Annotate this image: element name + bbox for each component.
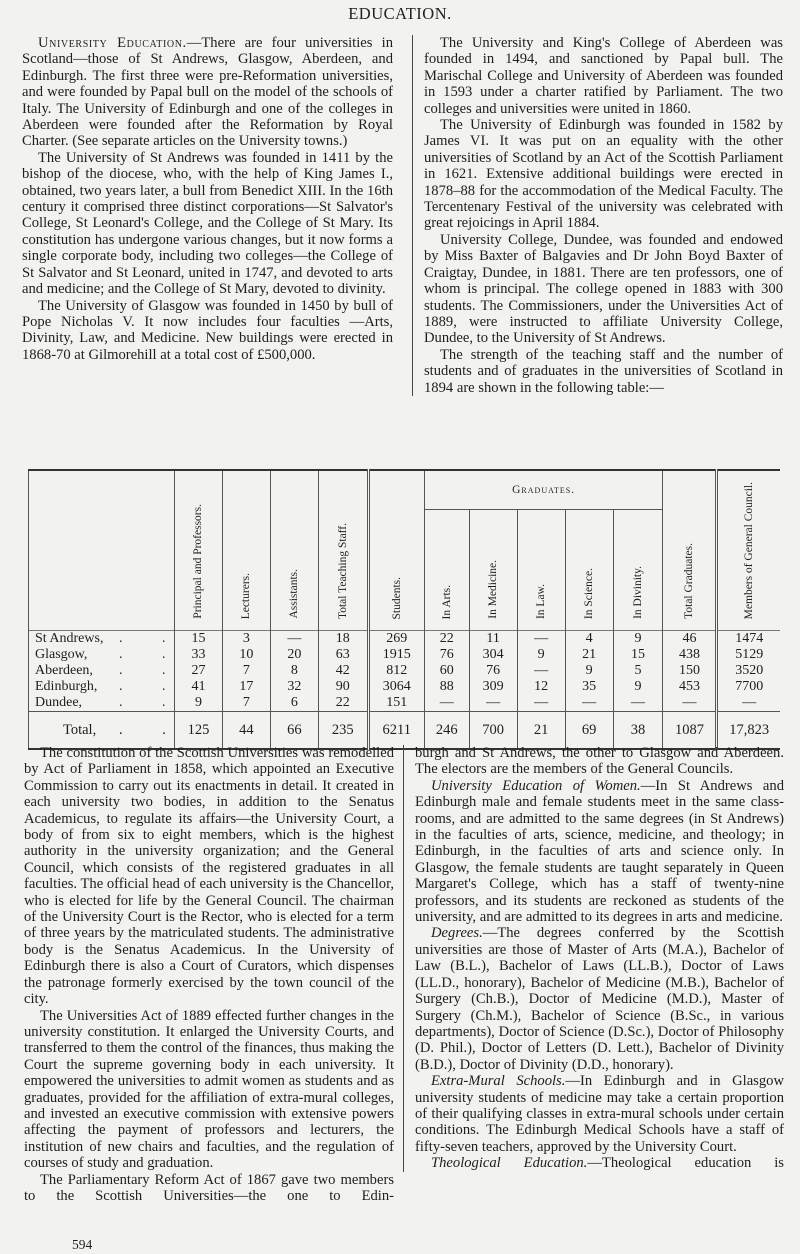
column-bottom-right [403,745,784,1172]
paragraph-universities-act: The Universities Act of 1889 effected further changes in the university constitution. It enlarged the University Courts, and transferred to them the control of the finances, thus making the Court the supreme governing body in each university. It empowered the universities to admit women as students and as graduates, provided for the affiliation of extra-mural colleges, and invested an executive commission with extensive powers affecting the payment of professors and lecturers, the institution of new chairs and faculties, and the regulation of courses of study and graduation. [24,1007,394,1172]
section-lead: Theological Education. [431,1155,588,1172]
column-bottom-left [24,745,394,1204]
col-group-graduates: Graduates. [424,470,663,510]
col-header-science: In Science. [565,510,613,631]
paragraph-aberdeen: The University and King's College of Aberdeen was founded in 1494, and sanctioned by Papal bull. The Marischal College and University of Aberdeen was founded in 1593 under a charter ratified by Parliament. The two colleges and universities were united in 1860. [424,35,783,117]
paragraph-university-education: University Education.—There are four universities in Scotland—those of St Andrews, Glasgow, Aberdeen, and Edinburgh. The first three were pre-Reformation universities, and were founded by Papal bull on the model of the schools of Italy. The University of Edinburgh and one of the colleges in Aberdeen were founded after the Reformation by Royal Charter. (See separate articles on the University towns.) [22,35,393,150]
section-lead: University Education. [38,35,187,51]
col-header-total-staff: Total Teaching Staff. [318,470,368,631]
paragraph-st-andrews: The University of St Andrews was founded in 1411 by the bishop of the diocese, who, with the help of King James I., obtained, two years later, a bull from Benedict XIII. In the 16th century it comprised three distinct corporations—St Salvator's College, St Leonard's College, and the College of St Mary. Its constitution has undergone various changes, but it now forms a single corporate body, including two colleges—the College of St Salvator and St Leonard, united in 1747, and devoted to arts and medicine; and the College of St Mary, devoted to divinity. [22,149,393,298]
table-row: Glasgow, . . 33 10 20 63 1915 76 304 9 21 15 438 5129 [29,647,781,663]
paragraph-continuation: burgh and St Andrews, the other to Glasgow and Aberdeen. The electors are the members of the General Councils. [415,745,784,778]
col-header-divinity: In Divinity. [613,510,663,631]
row-label: Aberdeen, [35,663,93,678]
paragraph-theological: Theological Education.—Theological education is [431,1155,784,1172]
row-label: Dundee, [35,695,83,710]
row-label: Glasgow, [35,647,88,662]
table-row: Edinburgh, . . 41 17 32 90 3064 88 309 12 35 9 453 7700 [29,679,781,695]
column-top-right [412,35,783,396]
col-header-total-graduates: Total Graduates. [663,470,717,631]
section-lead: Extra-Mural Schools. [431,1073,566,1090]
col-header-arts: In Arts. [424,510,469,631]
paragraph-extra-mural: Extra-Mural Schools.—In Edinburgh and in Glasgow university students of medicine may take a certain proportion of their qualifying classes in extra-mural schools under certain conditions. The Edinburgh Medical Schools have a staff of fifty-seven teachers, approved by the University Court. [415,1073,784,1155]
section-lead: Degrees. [431,925,483,942]
col-header-assistants: Assistants. [270,470,318,631]
col-header-lecturers: Lecturers. [222,470,270,631]
col-header-council: Members of General Council. [717,470,780,631]
table-total-row: Total, . . 125 44 66 235 6211 246 700 21 69 38 1087 17,823 [29,712,781,750]
section-lead: University Education of Women. [431,777,641,794]
column-top-left [22,35,393,363]
paragraph-women: University Education of Women.—In St Andrews and Edinburgh male and female students meet in the same class-rooms, and are admitted to the same degrees (in St Andrews) in the faculties of arts, science, medicine, and theology; in Edinburgh, in the faculties of arts and science only. In Glasgow, the female students are taught separately in Queen Margaret's College, which has a staff of twenty-nine professors, and its students are reckoned as students of the university, and are admitted to its degrees in arts and medicine. [415,777,784,926]
col-header-medicine: In Medicine. [469,510,517,631]
col-header-principal: Principal and Professors. [174,470,222,631]
paragraph-table-intro: The strength of the teaching staff and the number of students and of graduates in the universities of Scotland in 1894 are shown in the following table:— [424,346,783,396]
page-number: 594 [72,1237,93,1252]
universities-statistics-table [28,469,780,750]
paragraph-degrees: Degrees.—The degrees conferred by the Scottish universities are those of Master of Arts (M.A.), Bachelor of Law (B.L.), Bachelor of Laws (LL.B.), Doctor of Laws (LL.D., honorary), Bachelor of Medicine (M.B.), Bachelor of Surgery (Ch.B.), Doctor of Medicine (M.D.), Master of Surgery (Ch.M.), Bachelor of Science (B.Sc., in various departments), Doctor of Science (D.Sc.), Doctor of Philosophy (D. Phil.), Doctor of Letters (D. Lett.), Bachelor of Divinity (B.D.), Doctor of Divinity (D.D., honorary). [415,925,784,1073]
row-label: Total, [63,721,97,738]
col-header-law: In Law. [517,510,565,631]
paragraph-reform-act: The Parliamentary Reform Act of 1867 gave two members to the Scottish Universities—the one to Edin- [24,1171,394,1204]
statistics-table-container [28,469,780,742]
stub-header [29,470,175,631]
paragraph-dundee: University College, Dundee, was founded and endowed by Miss Baxter of Balgavies and Dr John Boyd Baxter of Craigtay, Dundee, in 1881. There are ten professors, one of whom is principal. The college opened in 1883 with 300 students. The Commissioners, under the Universities Act of 1889, were instructed to affiliate University College, Dundee, to the University of St Andrews. [424,231,783,347]
col-header-students: Students. [368,470,424,631]
table-row: Aberdeen, . . 27 7 8 42 812 60 76 — 9 5 150 3520 [29,663,781,679]
paragraph-glasgow: The University of Glasgow was founded in 1450 by bull of Pope Nicholas V. It now includes four faculties —Arts, Divinity, Law, and Medicine. New buildings were erected in 1868-70 at Gilmorehill at a total cost of £500,000. [22,297,393,363]
page-title: EDUCATION. [348,4,452,23]
paragraph-constitution: The constitution of the Scottish Universities was remodelled by Act of Parliament in 1858, which appointed an Executive Commission to carry out its enactments in detail. It created in each university two bodies, in addition to the Senatus Academicus, to regulate its affairs—the University Court, a body of from six to eight members, which is the highest authority in the university organization; and the General Council, which consists of the registered graduates in all faculties. The official head of each university is the Chancellor, who is elected for life by the General Council. The chairman of the University Court is the Rector, who is elected for a term of three years by the matriculated students. The administrative body is the Senatus Academicus. In the University of Edinburgh there is also a Court of Curators, which dispenses the patronage formerly exercised by the town council of the city. [24,745,394,1008]
row-label: Edinburgh, [35,679,98,694]
paragraph-edinburgh: The University of Edinburgh was founded in 1582 by James VI. It was put on an equality with the other universities of Scotland by an Act of the Scottish Parliament in 1621. Extensive additional buildings were erected in 1878–88 for the accommodation of the Medical Faculty. The Tercentenary Festival of the university was celebrated with great rejoicings in April 1884. [424,117,783,232]
table-row: Dundee, . . 9 7 6 22 151 — — — — — — — [29,695,781,712]
row-label: St Andrews, [35,631,104,646]
table-row: St Andrews, . . 15 3 — 18 269 22 11 — 4 9 46 1474 [29,631,781,648]
